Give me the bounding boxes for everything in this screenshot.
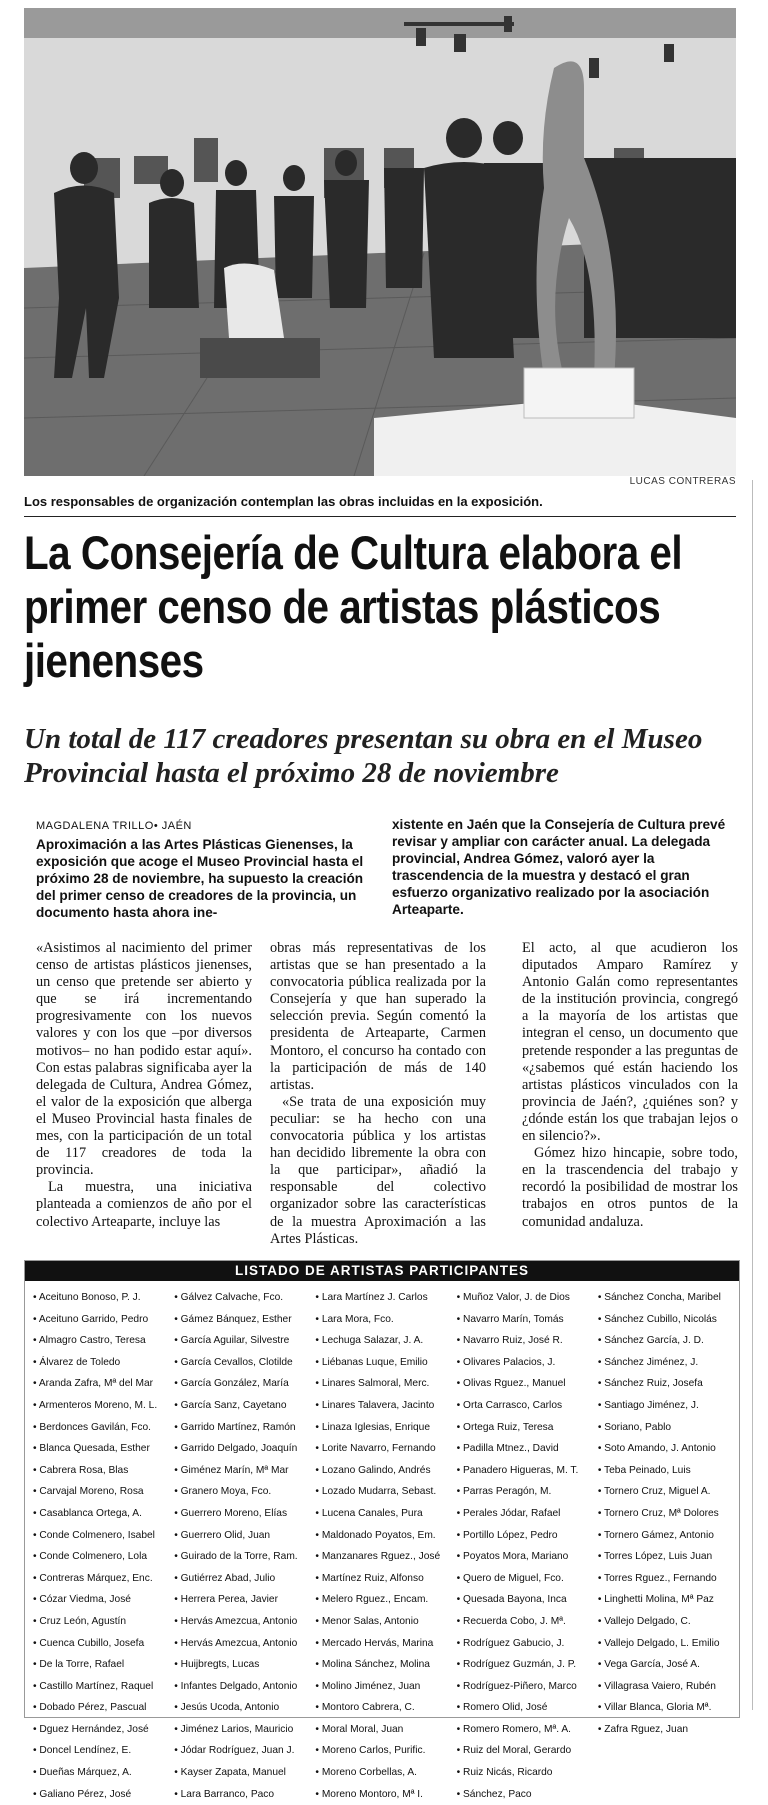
body-paragraph: «Asistimos al nacimiento del primer censo de artistas plásticos jienenses, un censo que pretende ser abierto y que se irá incrementando progresivamente con los nuevos valores y con los que –por diversos motivos– no han podido estar aquí». Con estas palabras significaba ayer la delegada de Cultura, Andrea Gómez, el valor de la exposición que alberga el Museo Provincial hasta finales de mes, con la participación de un total de 117 creadores de toda la provincia. [36, 940, 252, 1179]
lead-paragraph-part2: xistente en Jaén que la Consejería de Cultura prevé revisar y ampliar con carácter anual. La delegada provincial, Andrea Gómez, valoró ayer la trascendencia de la muestra y destacó el gran esfuerzo organizativo realizado por la asociación Arteaparte. [392, 817, 726, 917]
artist-name: • Mercado Hervás, Marina [315, 1633, 456, 1655]
artist-name: • Gutiérrez Abad, Julio [174, 1568, 315, 1590]
artist-name: • Rodríguez Gabucio, J. [457, 1633, 598, 1655]
artists-list-title: LISTADO DE ARTISTAS PARTICIPANTES [25, 1261, 739, 1281]
artist-name: • Tornero Cruz, Miguel A. [598, 1481, 739, 1503]
artist-name: • Lara Mora, Fco. [315, 1309, 456, 1331]
artist-name: • Cabrera Rosa, Blas [33, 1460, 174, 1482]
artist-name: • García Aguilar, Silvestre [174, 1330, 315, 1352]
artists-list-column [598, 1287, 739, 1805]
artist-name: • Moreno Carlos, Purific. [315, 1740, 456, 1762]
artist-name: • Vallejo Delgado, C. [598, 1611, 739, 1633]
artist-name: • Castillo Martínez, Raquel [33, 1676, 174, 1698]
artist-name: • Lara Martínez J. Carlos [315, 1287, 456, 1309]
body-column-1 [36, 940, 252, 1231]
artist-name: • Romero Romero, Mª. A. [457, 1719, 598, 1741]
artist-name: • Portillo López, Pedro [457, 1525, 598, 1547]
artists-list-column [33, 1287, 174, 1805]
artist-name: • Muñoz Valor, J. de Dios [457, 1287, 598, 1309]
body-paragraph: obras más representativas de los artistas que se han presentado a la convocatoria pública realizada por la Consejería y que han superado la selección previa. Según comentó la presidenta de Arteaparte, Carmen Montoro, el concurso ha contado con la participación de más de 140 artistas. [270, 940, 486, 1093]
artist-name: • Contreras Márquez, Enc. [33, 1568, 174, 1590]
artist-name: • Linares Salmoral, Merc. [315, 1373, 456, 1395]
column-rule [752, 480, 753, 1710]
artist-name: • Recuerda Cobo, J. Mª. [457, 1611, 598, 1633]
artist-name: • Molina Sánchez, Molina [315, 1654, 456, 1676]
body-column-3 [522, 940, 738, 1231]
artist-name: • Lorite Navarro, Fernando [315, 1438, 456, 1460]
artist-name: • Moreno Corbellas, A. [315, 1762, 456, 1784]
body-paragraph: El acto, al que acudieron los diputados Amparo Ramírez y Antonio Galán como representantes de la institución provincia, congregó a la mayoría de los artistas que integran el censo, un documento que pretende responder a las preguntas de «¿sabemos qué están haciendo los artistas plásticos vinculados con la provincia de Jaén?, ¿quiénes son? y ¿dónde están los que trabajan lejos o en silencio?». [522, 940, 738, 1145]
artist-name: • Ortega Ruiz, Teresa [457, 1417, 598, 1439]
artist-name: • Guerrero Moreno, Elías [174, 1503, 315, 1525]
headline: La Consejería de Cultura elabora el primer censo de artistas plásticos jienenses [24, 526, 683, 687]
artist-name: • Jiménez Larios, Mauricio [174, 1719, 315, 1741]
artist-name: • Sánchez García, J. D. [598, 1330, 739, 1352]
artist-name: • Huijbregts, Lucas [174, 1654, 315, 1676]
artist-name: • Guirado de la Torre, Ram. [174, 1546, 315, 1568]
artist-name: • Hervás Amezcua, Antonio [174, 1633, 315, 1655]
artist-name: • Kayser Zapata, Manuel [174, 1762, 315, 1784]
artist-name: • Romero Olid, José [457, 1697, 598, 1719]
artist-name: • Almagro Castro, Teresa [33, 1330, 174, 1352]
artist-name: • Carvajal Moreno, Rosa [33, 1481, 174, 1503]
artist-name: • Giménez Marín, Mª Mar [174, 1460, 315, 1482]
exhibition-photo [24, 8, 736, 476]
artist-name: • Olivares Palacios, J. [457, 1352, 598, 1374]
artists-list-column [457, 1287, 598, 1805]
artist-name: • Orta Carrasco, Carlos [457, 1395, 598, 1417]
artist-name: • Moreno Montoro, Mª I. [315, 1784, 456, 1805]
artist-name: • Casablanca Ortega, A. [33, 1503, 174, 1525]
artist-name: • Tornero Cruz, Mª Dolores [598, 1503, 739, 1525]
body-paragraph: «Se trata de una exposición muy peculiar: se ha hecho con una convocatoria pública y los artistas han decidido libremente la obra con la que participar», añadió la responsable del colectivo organizador sobre las características de la muestra Aproximación a las Artes Plásticas. [270, 1093, 486, 1247]
artist-name: • Conde Colmenero, Lola [33, 1546, 174, 1568]
artist-name: • Conde Colmenero, Isabel [33, 1525, 174, 1547]
artist-name: • Lozado Mudarra, Sebast. [315, 1481, 456, 1503]
artists-list-column [174, 1287, 315, 1805]
artist-name: • Molino Jiménez, Juan [315, 1676, 456, 1698]
lead-paragraph-part1: Aproximación a las Artes Plásticas Gienenses, la exposición que acoge el Museo Provincial hasta el próximo 28 de noviembre, ha supuesto la creación del primer censo de creadores de la provincia, un documento hasta ahora ine- [36, 837, 364, 920]
artist-name: • Torres Rguez., Fernando [598, 1568, 739, 1590]
body-paragraph: Gómez hizo hincapie, sobre todo, en la trascendencia del trabajo y recordó la posibilidad de mostrar los trabajos en otros puntos de la comunidad andaluza. [522, 1145, 738, 1230]
artist-name: • Hervás Amezcua, Antonio [174, 1611, 315, 1633]
artist-name: • Liébanas Luque, Emilio [315, 1352, 456, 1374]
artist-name: • Cuenca Cubillo, Josefa [33, 1633, 174, 1655]
artist-name: • Garrido Martínez, Ramón [174, 1417, 315, 1439]
artist-name: • Moral Moral, Juan [315, 1719, 456, 1741]
artist-name: • Aceituno Garrido, Pedro [33, 1309, 174, 1331]
artist-name: • Sánchez Ruiz, Josefa [598, 1373, 739, 1395]
photo-credit: LUCAS CONTRERAS [629, 476, 736, 487]
artist-name: • Aceituno Bonoso, P. J. [33, 1287, 174, 1309]
artist-name: • Ruiz Nicás, Ricardo [457, 1762, 598, 1784]
artist-name: • Rodríguez Guzmán, J. P. [457, 1654, 598, 1676]
artist-name: • Navarro Marín, Tomás [457, 1309, 598, 1331]
artist-name: • Lozano Galindo, Andrés [315, 1460, 456, 1482]
artist-name: • Vallejo Delgado, L. Emilio [598, 1633, 739, 1655]
artist-name: • Linghetti Molina, Mª Paz [598, 1589, 739, 1611]
artist-name: • García González, María [174, 1373, 315, 1395]
artist-name: • Cruz León, Agustín [33, 1611, 174, 1633]
artist-name: • Ruiz del Moral, Gerardo [457, 1740, 598, 1762]
artist-name: • Poyatos Mora, Mariano [457, 1546, 598, 1568]
artist-name: • Aranda Zafra, Mª del Mar [33, 1373, 174, 1395]
artist-name: • Gálvez Calvache, Fco. [174, 1287, 315, 1309]
byline: MAGDALENA TRILLO• JAÉN [36, 820, 192, 832]
artist-name: • Galiano Pérez, José [33, 1784, 174, 1805]
artist-name: • Panadero Higueras, M. T. [457, 1460, 598, 1482]
artist-name: • Vega García, José A. [598, 1654, 739, 1676]
subheadline: Un total de 117 creadores presentan su obra en el Museo Provincial hasta el próximo 28 de noviembre [24, 723, 703, 789]
artist-name: • Linaza Iglesias, Enrique [315, 1417, 456, 1439]
artist-name: • Teba Peinado, Luis [598, 1460, 739, 1482]
artist-name: • Doncel Lendínez, E. [33, 1740, 174, 1762]
artist-name: • Padilla Mtnez., David [457, 1438, 598, 1460]
artist-name: • Sánchez Cubillo, Nicolás [598, 1309, 739, 1331]
artist-name: • Lara Barranco, Paco [174, 1784, 315, 1805]
artists-list-columns [25, 1281, 739, 1805]
artist-name: • Infantes Delgado, Antonio [174, 1676, 315, 1698]
artists-list-column [315, 1287, 456, 1805]
artist-name: • Lechuga Salazar, J. A. [315, 1330, 456, 1352]
artist-name: • Torres López, Luis Juan [598, 1546, 739, 1568]
artist-name: • Jódar Rodríguez, Juan J. [174, 1740, 315, 1762]
artist-name: • Linares Talavera, Jacinto [315, 1395, 456, 1417]
artist-name: • Jesús Ucoda, Antonio [174, 1697, 315, 1719]
artist-name: • Manzanares Rguez., José [315, 1546, 456, 1568]
artist-name: • Dueñas Márquez, A. [33, 1762, 174, 1784]
artist-name: • Sánchez, Paco [457, 1784, 598, 1805]
artist-name: • Navarro Ruiz, José R. [457, 1330, 598, 1352]
artist-name: • Melero Rguez., Encam. [315, 1589, 456, 1611]
artist-name: • Blanca Quesada, Esther [33, 1438, 174, 1460]
artist-name: • Dguez Hernández, José [33, 1719, 174, 1741]
artist-name: • Gámez Bánquez, Esther [174, 1309, 315, 1331]
artist-name: • Armenteros Moreno, M. L. [33, 1395, 174, 1417]
artist-name: • Berdonces Gavilán, Fco. [33, 1417, 174, 1439]
artist-name: • Tornero Gámez, Antonio [598, 1525, 739, 1547]
photo-caption: Los responsables de organización contemplan las obras incluidas en la exposición. [24, 494, 736, 517]
artist-name: • Dobado Pérez, Pascual [33, 1697, 174, 1719]
artist-name: • Martínez Ruiz, Alfonso [315, 1568, 456, 1590]
artist-name: • Guerrero Olid, Juan [174, 1525, 315, 1547]
artist-name: • Soriano, Pablo [598, 1417, 739, 1439]
artist-name: • Villagrasa Vaiero, Rubén [598, 1676, 739, 1698]
artist-name: • García Cevallos, Clotilde [174, 1352, 315, 1374]
artist-name: • Maldonado Poyatos, Em. [315, 1525, 456, 1547]
artist-name: • Montoro Cabrera, C. [315, 1697, 456, 1719]
artist-name: • Cózar Viedma, José [33, 1589, 174, 1611]
artist-name: • Santiago Jiménez, J. [598, 1395, 739, 1417]
body-column-2 [270, 940, 486, 1248]
artists-list-box [24, 1260, 740, 1800]
artist-name: • Lucena Canales, Pura [315, 1503, 456, 1525]
artist-name: • Álvarez de Toledo [33, 1352, 174, 1374]
artist-name: • Sánchez Jiménez, J. [598, 1352, 739, 1374]
artist-name: • Zafra Rguez, Juan [598, 1719, 739, 1741]
artist-name: • Rodríguez-Piñero, Marco [457, 1676, 598, 1698]
artist-name: • Quesada Bayona, Inca [457, 1589, 598, 1611]
artist-name: • Herrera Perea, Javier [174, 1589, 315, 1611]
artist-name: • De la Torre, Rafael [33, 1654, 174, 1676]
artist-name: • Villar Blanca, Gloria Mª. [598, 1697, 739, 1719]
artist-name: • Olivas Rguez., Manuel [457, 1373, 598, 1395]
artist-name: • Sánchez Concha, Maribel [598, 1287, 739, 1309]
artist-name: • Perales Jódar, Rafael [457, 1503, 598, 1525]
artist-name: • Garrido Delgado, Joaquín [174, 1438, 315, 1460]
artist-name: • Quero de Miguel, Fco. [457, 1568, 598, 1590]
artist-name: • Soto Amando, J. Antonio [598, 1438, 739, 1460]
artist-name: • Parras Peragón, M. [457, 1481, 598, 1503]
artist-name: • García Sanz, Cayetano [174, 1395, 315, 1417]
body-paragraph: La muestra, una iniciativa planteada a comienzos de año por el colectivo Arteaparte, incluye las [36, 1179, 252, 1230]
artist-name: • Menor Salas, Antonio [315, 1611, 456, 1633]
artist-name: • Granero Moya, Fco. [174, 1481, 315, 1503]
